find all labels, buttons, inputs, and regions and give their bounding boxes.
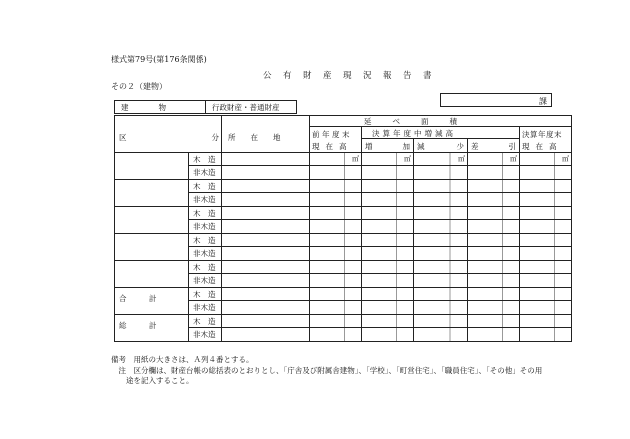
location-cell[interactable] (222, 152, 310, 166)
square-meter-unit: ㎡ (562, 155, 569, 163)
structure-type (189, 179, 222, 193)
table-row (115, 179, 572, 193)
increase-area-cell[interactable] (362, 328, 414, 342)
decrease-area-cell[interactable] (414, 193, 468, 207)
note-line-2: 注 区分欄は、財産台帳の総括表のとおりとし、「庁舎及び附属舎建物」、「学校」、「町営住宅」、「職員住宅」、「その他」その用 (111, 365, 543, 375)
increase-area-cell[interactable] (362, 274, 414, 288)
gen-label: 減 (417, 142, 425, 151)
decrease-area-cell[interactable] (414, 260, 468, 274)
structure-type (189, 260, 222, 274)
structure-type (189, 301, 222, 315)
decrease-area-cell[interactable] (414, 233, 468, 247)
structure-type (189, 233, 222, 247)
structure-type (189, 152, 222, 166)
increase-area-cell[interactable] (362, 206, 414, 220)
sho-label: 少 (456, 142, 464, 151)
table-row (115, 287, 572, 301)
current-year-area-cell[interactable] (520, 220, 572, 234)
structure-type-label: 非木造 (193, 303, 216, 312)
net-change-area-cell[interactable] (468, 179, 520, 193)
net-change-area-cell[interactable] (468, 206, 520, 220)
increase-area-cell[interactable] (362, 314, 414, 328)
kessan-chu-label: 決算年度中増減高 (372, 129, 456, 138)
current-year-area-cell[interactable] (520, 206, 572, 220)
increase-area-cell[interactable] (362, 152, 414, 166)
location-cell[interactable] (222, 274, 310, 288)
location-cell[interactable] (222, 287, 310, 301)
location-cell[interactable] (222, 193, 310, 207)
current-year-area-cell[interactable] (520, 233, 572, 247)
prev-year-area-cell[interactable] (310, 274, 362, 288)
group-label-cell[interactable] (115, 314, 189, 341)
prev-year-area-cell[interactable] (310, 166, 362, 180)
net-change-area-cell[interactable] (468, 166, 520, 180)
structure-type-label: 木 造 (193, 181, 216, 191)
decrease-area-cell[interactable] (414, 314, 468, 328)
structure-type (189, 328, 222, 342)
net-change-area-cell[interactable] (468, 247, 520, 261)
decrease-area-cell[interactable] (414, 301, 468, 315)
structure-type-label: 非木造 (193, 330, 216, 339)
decrease-area-cell[interactable] (414, 206, 468, 220)
structure-type-label: 木 造 (193, 154, 216, 164)
gensho-header (414, 139, 468, 153)
decrease-area-cell[interactable] (414, 179, 468, 193)
current-year-area-cell[interactable] (520, 301, 572, 315)
structure-type-label: 木 造 (193, 262, 216, 272)
current-year-area-cell[interactable] (520, 287, 572, 301)
location-cell[interactable] (222, 314, 310, 328)
structure-type-label: 木 造 (193, 289, 216, 299)
increase-area-cell[interactable] (362, 287, 414, 301)
nobe-menseki-header (310, 116, 572, 127)
prev-year-area-cell[interactable] (310, 260, 362, 274)
kessan-matsu-header (520, 127, 572, 153)
increase-area-cell[interactable] (362, 220, 414, 234)
in-label: 引 (508, 142, 516, 151)
location-cell[interactable] (222, 301, 310, 315)
net-change-area-cell[interactable] (468, 220, 520, 234)
shozaichi-label: 所 在 地 (228, 133, 281, 142)
table-row (115, 233, 572, 247)
location-cell[interactable] (222, 328, 310, 342)
structure-type (189, 314, 222, 328)
location-cell[interactable] (222, 166, 310, 180)
notes (111, 355, 542, 387)
note-line-1: 備考 用紙の大きさは、Ａ列４番とする。 (111, 355, 254, 364)
current-year-area-cell[interactable] (520, 247, 572, 261)
prev-year-area-cell[interactable] (310, 287, 362, 301)
kubun-header (115, 116, 222, 153)
current-year-area-cell[interactable] (520, 193, 572, 207)
location-cell[interactable] (222, 206, 310, 220)
note-line-3: 途を記入すること。 (111, 376, 194, 385)
net-change-area-cell[interactable] (468, 193, 520, 207)
kessan-chu-header (362, 127, 520, 139)
nobe-menseki-label: 延 べ 面 積 (364, 117, 459, 126)
zennendo-header (310, 127, 362, 153)
net-change-area-cell[interactable] (468, 301, 520, 315)
location-cell[interactable] (222, 233, 310, 247)
net-change-area-cell[interactable] (468, 287, 520, 301)
decrease-area-cell[interactable] (414, 328, 468, 342)
zennendo-line1: 前年度末 (312, 130, 352, 139)
location-cell[interactable] (222, 179, 310, 193)
zou-kako-header (362, 139, 414, 153)
square-meter-unit: ㎡ (510, 155, 517, 163)
decrease-area-cell[interactable] (414, 274, 468, 288)
increase-area-cell[interactable] (362, 301, 414, 315)
table-row (115, 260, 572, 274)
structure-type-label: 木 造 (193, 235, 216, 245)
group-label: 合 計 (119, 293, 157, 303)
prev-year-area-cell[interactable] (310, 301, 362, 315)
structure-type (189, 166, 222, 180)
sa-label: 差 (471, 142, 479, 151)
increase-area-cell[interactable] (362, 179, 414, 193)
location-cell[interactable] (222, 247, 310, 261)
page-title: 公有財産現況報告書 (263, 71, 444, 81)
kubun-bun: 分 (211, 133, 219, 142)
structure-type-label: 木 造 (193, 316, 216, 326)
subtitle: その２（建物） (111, 82, 167, 91)
prev-year-area-cell[interactable] (310, 328, 362, 342)
square-meter-unit: ㎡ (352, 155, 359, 163)
structure-type-label: 非木造 (193, 276, 216, 285)
department-field[interactable] (440, 93, 552, 107)
net-change-area-cell[interactable] (468, 260, 520, 274)
structure-type (189, 206, 222, 220)
square-meter-unit: ㎡ (404, 155, 411, 163)
current-year-area-cell[interactable] (520, 274, 572, 288)
kessan-matsu-line2: 現在高 (522, 142, 563, 151)
category-table (114, 100, 297, 114)
net-change-area-cell[interactable] (468, 314, 520, 328)
decrease-area-cell[interactable] (414, 247, 468, 261)
increase-area-cell[interactable] (362, 260, 414, 274)
current-year-area-cell[interactable] (520, 166, 572, 180)
structure-type (189, 287, 222, 301)
structure-type-label: 非木造 (193, 222, 216, 231)
square-meter-unit: ㎡ (458, 155, 465, 163)
current-year-area-cell[interactable] (520, 328, 572, 342)
prev-year-area-cell[interactable] (310, 247, 362, 261)
table-row (115, 152, 572, 166)
report-table (114, 115, 572, 342)
decrease-area-cell[interactable] (414, 287, 468, 301)
prev-year-area-cell[interactable] (310, 233, 362, 247)
increase-area-cell[interactable] (362, 233, 414, 247)
structure-type-label: 非木造 (193, 168, 216, 177)
group-label-cell[interactable] (115, 233, 189, 260)
sahiki-header (468, 139, 520, 153)
group-label-cell[interactable] (115, 179, 189, 206)
structure-type-label: 木 造 (193, 208, 216, 218)
net-change-area-cell[interactable] (468, 152, 520, 166)
prev-year-area-cell[interactable] (310, 314, 362, 328)
current-year-area-cell[interactable] (520, 260, 572, 274)
group-label-cell[interactable] (115, 152, 189, 179)
table-row (115, 314, 572, 328)
increase-area-cell[interactable] (362, 166, 414, 180)
net-change-area-cell[interactable] (468, 328, 520, 342)
structure-type (189, 247, 222, 261)
decrease-area-cell[interactable] (414, 220, 468, 234)
increase-area-cell[interactable] (362, 247, 414, 261)
structure-type-label: 非木造 (193, 249, 216, 258)
kubun-ku: 区 (119, 133, 127, 142)
category-value[interactable]: 行政財産・普通財産 (206, 101, 297, 114)
structure-type-label: 非木造 (193, 195, 216, 204)
group-label: 総 計 (119, 320, 157, 330)
form-number: 様式第79号(第176条関係) (111, 55, 207, 64)
zou-label: 増 (365, 142, 373, 151)
shozaichi-header (222, 116, 310, 153)
decrease-area-cell[interactable] (414, 166, 468, 180)
category-label: 建 物 (115, 101, 206, 114)
location-cell[interactable] (222, 260, 310, 274)
structure-type (189, 274, 222, 288)
kako-label: 加 (402, 142, 410, 151)
decrease-area-cell[interactable] (414, 152, 468, 166)
structure-type (189, 193, 222, 207)
structure-type (189, 220, 222, 234)
department-suffix: 課 (539, 97, 547, 106)
current-year-area-cell[interactable] (520, 179, 572, 193)
group-label-cell[interactable] (115, 260, 189, 287)
prev-year-area-cell[interactable] (310, 152, 362, 166)
net-change-area-cell[interactable] (468, 233, 520, 247)
net-change-area-cell[interactable] (468, 274, 520, 288)
location-cell[interactable] (222, 220, 310, 234)
zennendo-line2: 現在高 (312, 142, 353, 151)
prev-year-area-cell[interactable] (310, 206, 362, 220)
group-label-cell[interactable] (115, 287, 189, 314)
prev-year-area-cell[interactable] (310, 179, 362, 193)
current-year-area-cell[interactable] (520, 314, 572, 328)
table-row (115, 206, 572, 220)
prev-year-area-cell[interactable] (310, 193, 362, 207)
group-label-cell[interactable] (115, 206, 189, 233)
increase-area-cell[interactable] (362, 193, 414, 207)
current-year-area-cell[interactable] (520, 152, 572, 166)
prev-year-area-cell[interactable] (310, 220, 362, 234)
kessan-matsu-line1: 決算年度末 (522, 130, 562, 139)
